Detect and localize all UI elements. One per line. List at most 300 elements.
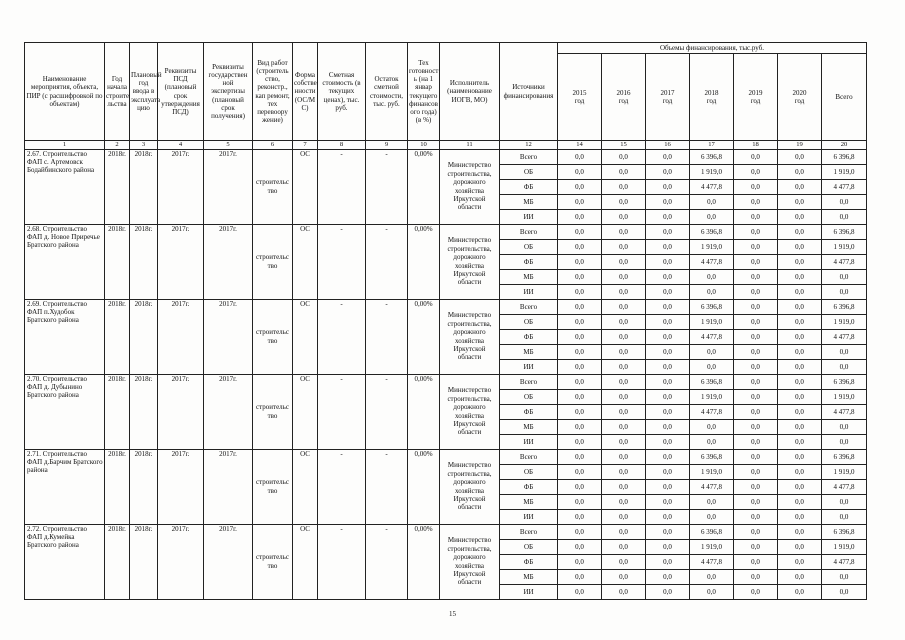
funding-value: 0,0 xyxy=(778,194,822,209)
executor: Министерство строительства, дорожного хозяйства Иркутской области xyxy=(440,299,500,374)
expertise-date: 2017г. xyxy=(204,149,253,224)
funding-total: 6 396,8 xyxy=(822,374,867,389)
header-cost: Сметная стоимость (в текущих ценах), тыс. руб. xyxy=(318,43,366,141)
funding-value: 4 477,8 xyxy=(690,254,734,269)
funding-value: 0,0 xyxy=(690,359,734,374)
funding-total: 0,0 xyxy=(822,269,867,284)
cost-remainder: - xyxy=(366,224,408,299)
column-number: 8 xyxy=(318,141,366,150)
header-year-value: 2016 xyxy=(616,88,631,97)
funding-value: 0,0 xyxy=(734,284,778,299)
funding-source: ФБ xyxy=(500,404,558,419)
funding-total: 0,0 xyxy=(822,194,867,209)
funding-total: 0,0 xyxy=(822,209,867,224)
funding-value: 0,0 xyxy=(602,284,646,299)
funding-value: 0,0 xyxy=(734,434,778,449)
plan-year: 2018г. xyxy=(130,449,158,524)
funding-value: 0,0 xyxy=(646,434,690,449)
expertise-date: 2017г. xyxy=(204,224,253,299)
funding-value: 0,0 xyxy=(558,539,602,554)
funding-value: 0,0 xyxy=(602,149,646,164)
funding-value: 0,0 xyxy=(646,374,690,389)
work-type: строительс тво xyxy=(253,224,293,299)
column-number: 10 xyxy=(408,141,440,150)
estimated-cost: - xyxy=(318,449,366,524)
cost-remainder: - xyxy=(366,524,408,599)
funding-value: 0,0 xyxy=(602,494,646,509)
funding-value: 0,0 xyxy=(558,224,602,239)
funding-value: 0,0 xyxy=(646,569,690,584)
funding-value: 0,0 xyxy=(778,539,822,554)
funding-value: 0,0 xyxy=(646,299,690,314)
funding-value: 0,0 xyxy=(778,524,822,539)
funding-value: 0,0 xyxy=(734,269,778,284)
funding-value: 0,0 xyxy=(690,509,734,524)
funding-source: ИИ xyxy=(500,359,558,374)
header-year-suffix: год xyxy=(750,97,761,105)
header-year-value: 2017 xyxy=(660,88,675,97)
funding-value: 0,0 xyxy=(558,344,602,359)
ownership: ОС xyxy=(293,149,318,224)
funding-value: 0,0 xyxy=(778,284,822,299)
work-type: строительс тво xyxy=(253,374,293,449)
funding-source: ФБ xyxy=(500,179,558,194)
funding-value: 0,0 xyxy=(778,149,822,164)
funding-source: ИИ xyxy=(500,209,558,224)
funding-value: 0,0 xyxy=(558,164,602,179)
funding-value: 0,0 xyxy=(778,164,822,179)
funding-total: 0,0 xyxy=(822,509,867,524)
column-number: 15 xyxy=(602,141,646,150)
funding-value: 0,0 xyxy=(602,254,646,269)
funding-source: ФБ xyxy=(500,479,558,494)
funding-total: 6 396,8 xyxy=(822,524,867,539)
estimated-cost: - xyxy=(318,299,366,374)
funding-value: 0,0 xyxy=(690,194,734,209)
funding-total: 0,0 xyxy=(822,584,867,599)
funding-value: 0,0 xyxy=(602,479,646,494)
header-year-value: 2020 xyxy=(792,88,807,97)
cost-remainder: - xyxy=(366,149,408,224)
funding-value: 0,0 xyxy=(778,509,822,524)
funding-source: ИИ xyxy=(500,284,558,299)
funding-value: 0,0 xyxy=(558,419,602,434)
psd-date: 2017г. xyxy=(158,299,204,374)
estimated-cost: - xyxy=(318,374,366,449)
plan-year: 2018г. xyxy=(130,224,158,299)
header-year-value: 2018 xyxy=(704,88,719,97)
project-row xyxy=(25,524,867,539)
header-start-year: Год начала строите льства xyxy=(105,43,130,141)
funding-value: 0,0 xyxy=(558,389,602,404)
funding-source: МБ xyxy=(500,269,558,284)
funding-total: 6 396,8 xyxy=(822,224,867,239)
funding-source: ОБ xyxy=(500,314,558,329)
funding-value: 0,0 xyxy=(602,404,646,419)
header-year-suffix: год xyxy=(574,97,585,105)
funding-value: 0,0 xyxy=(602,179,646,194)
funding-total: 0,0 xyxy=(822,569,867,584)
funding-value: 0,0 xyxy=(558,179,602,194)
header-year-2015 xyxy=(558,54,602,141)
funding-value: 0,0 xyxy=(734,419,778,434)
funding-value: 4 477,8 xyxy=(690,179,734,194)
funding-value: 0,0 xyxy=(602,164,646,179)
funding-value: 1 919,0 xyxy=(690,239,734,254)
funding-value: 0,0 xyxy=(646,479,690,494)
funding-value: 0,0 xyxy=(558,254,602,269)
page-number: 15 xyxy=(449,610,456,618)
funding-value: 0,0 xyxy=(734,449,778,464)
plan-year: 2018г. xyxy=(130,374,158,449)
column-number: 9 xyxy=(366,141,408,150)
header-sources: Источники финансирования xyxy=(500,43,558,141)
funding-value: 0,0 xyxy=(602,509,646,524)
header-funding-group: Объемы финансирования, тыс.руб. xyxy=(558,43,867,54)
header-ownership: Форма собстве нности (ОС/М С) xyxy=(293,43,318,141)
funding-value: 6 396,8 xyxy=(690,449,734,464)
funding-value: 0,0 xyxy=(646,584,690,599)
project-name: 2.72. Строительство ФАП д.Кумейка Братского района xyxy=(25,524,105,599)
funding-value: 0,0 xyxy=(646,389,690,404)
funding-value: 0,0 xyxy=(646,464,690,479)
funding-value: 1 919,0 xyxy=(690,539,734,554)
funding-value: 0,0 xyxy=(602,389,646,404)
funding-value: 0,0 xyxy=(734,389,778,404)
funding-value: 0,0 xyxy=(778,239,822,254)
readiness: 0,00% xyxy=(408,299,440,374)
funding-value: 0,0 xyxy=(778,389,822,404)
funding-value: 0,0 xyxy=(778,569,822,584)
funding-value: 1 919,0 xyxy=(690,164,734,179)
executor: Министерство строительства, дорожного хозяйства Иркутской области xyxy=(440,374,500,449)
funding-value: 0,0 xyxy=(558,239,602,254)
funding-value: 0,0 xyxy=(602,359,646,374)
funding-value: 0,0 xyxy=(778,359,822,374)
funding-value: 0,0 xyxy=(602,539,646,554)
header-name: Наименование мероприятия, объекта, ПИР (с расшифровкой по объектам) xyxy=(25,43,105,141)
funding-value: 0,0 xyxy=(778,494,822,509)
funding-value: 0,0 xyxy=(602,209,646,224)
funding-total: 4 477,8 xyxy=(822,554,867,569)
funding-source: МБ xyxy=(500,344,558,359)
funding-value: 0,0 xyxy=(778,374,822,389)
funding-value: 0,0 xyxy=(646,179,690,194)
funding-total: 0,0 xyxy=(822,434,867,449)
header-remainder: Остаток сметной стоимости, тыс. руб. xyxy=(366,43,408,141)
funding-value: 0,0 xyxy=(778,584,822,599)
funding-value: 0,0 xyxy=(602,239,646,254)
funding-value: 0,0 xyxy=(602,569,646,584)
header-year-value: 2015 xyxy=(572,88,587,97)
funding-value: 0,0 xyxy=(778,464,822,479)
header-year-2016 xyxy=(602,54,646,141)
funding-value: 0,0 xyxy=(734,539,778,554)
funding-value: 0,0 xyxy=(602,374,646,389)
start-year: 2018г. xyxy=(105,524,130,599)
funding-value: 0,0 xyxy=(734,209,778,224)
funding-source: ФБ xyxy=(500,329,558,344)
funding-value: 0,0 xyxy=(778,299,822,314)
expertise-date: 2017г. xyxy=(204,374,253,449)
funding-value: 4 477,8 xyxy=(690,479,734,494)
funding-value: 0,0 xyxy=(558,149,602,164)
column-number: 19 xyxy=(778,141,822,150)
expertise-date: 2017г. xyxy=(204,299,253,374)
start-year: 2018г. xyxy=(105,224,130,299)
funding-value: 0,0 xyxy=(690,209,734,224)
funding-value: 0,0 xyxy=(778,209,822,224)
column-number: 6 xyxy=(253,141,293,150)
start-year: 2018г. xyxy=(105,449,130,524)
funding-total: 0,0 xyxy=(822,494,867,509)
column-number: 3 xyxy=(130,141,158,150)
plan-year: 2018г. xyxy=(130,524,158,599)
project-name: 2.70. Строительство ФАП д. Дубынино Братского района xyxy=(25,374,105,449)
funding-value: 0,0 xyxy=(690,494,734,509)
funding-value: 0,0 xyxy=(646,269,690,284)
funding-source: МБ xyxy=(500,569,558,584)
funding-value: 0,0 xyxy=(646,344,690,359)
plan-year: 2018г. xyxy=(130,149,158,224)
funding-value: 0,0 xyxy=(646,554,690,569)
column-number: 14 xyxy=(558,141,602,150)
funding-value: 0,0 xyxy=(778,479,822,494)
funding-value: 0,0 xyxy=(734,464,778,479)
funding-value: 4 477,8 xyxy=(690,404,734,419)
funding-value: 0,0 xyxy=(558,284,602,299)
funding-total: 4 477,8 xyxy=(822,179,867,194)
funding-value: 0,0 xyxy=(778,434,822,449)
psd-date: 2017г. xyxy=(158,149,204,224)
funding-source: ИИ xyxy=(500,434,558,449)
funding-source: ФБ xyxy=(500,254,558,269)
psd-date: 2017г. xyxy=(158,374,204,449)
funding-value: 4 477,8 xyxy=(690,554,734,569)
plan-year: 2018г. xyxy=(130,299,158,374)
header-column-numbers xyxy=(25,141,867,150)
funding-value: 0,0 xyxy=(734,194,778,209)
funding-value: 0,0 xyxy=(602,314,646,329)
estimated-cost: - xyxy=(318,149,366,224)
header-total: Всего xyxy=(822,54,867,141)
funding-total: 4 477,8 xyxy=(822,404,867,419)
funding-value: 0,0 xyxy=(646,284,690,299)
header-plan-year: Плановый год ввода в эксплуата цию xyxy=(130,43,158,141)
funding-source: Всего xyxy=(500,524,558,539)
funding-value: 0,0 xyxy=(734,404,778,419)
funding-total: 6 396,8 xyxy=(822,299,867,314)
funding-value: 0,0 xyxy=(558,314,602,329)
funding-value: 0,0 xyxy=(734,344,778,359)
funding-value: 0,0 xyxy=(602,269,646,284)
project-name: 2.67. Строительство ФАП с. Артемовск Бодайбинского района xyxy=(25,149,105,224)
funding-value: 0,0 xyxy=(646,359,690,374)
funding-value: 0,0 xyxy=(646,524,690,539)
funding-source: ФБ xyxy=(500,554,558,569)
funding-value: 0,0 xyxy=(558,449,602,464)
funding-value: 0,0 xyxy=(646,419,690,434)
column-number: 12 xyxy=(500,141,558,150)
estimated-cost: - xyxy=(318,524,366,599)
funding-value: 0,0 xyxy=(646,539,690,554)
funding-value: 0,0 xyxy=(734,554,778,569)
funding-value: 0,0 xyxy=(734,569,778,584)
readiness: 0,00% xyxy=(408,149,440,224)
work-type: строительс тво xyxy=(253,299,293,374)
funding-total: 4 477,8 xyxy=(822,254,867,269)
work-type: строительс тво xyxy=(253,524,293,599)
table-body xyxy=(25,149,867,599)
funding-value: 0,0 xyxy=(558,209,602,224)
funding-value: 0,0 xyxy=(734,494,778,509)
funding-value: 0,0 xyxy=(734,224,778,239)
funding-value: 0,0 xyxy=(558,479,602,494)
funding-value: 0,0 xyxy=(602,554,646,569)
funding-value: 0,0 xyxy=(558,464,602,479)
header-year-2017 xyxy=(646,54,690,141)
ownership: ОС xyxy=(293,299,318,374)
funding-value: 0,0 xyxy=(558,524,602,539)
work-type: строительс тво xyxy=(253,449,293,524)
start-year: 2018г. xyxy=(105,299,130,374)
funding-value: 0,0 xyxy=(734,314,778,329)
funding-source: ОБ xyxy=(500,239,558,254)
funding-value: 0,0 xyxy=(602,449,646,464)
header-row-top xyxy=(25,43,867,54)
project-row xyxy=(25,449,867,464)
header-year-2020 xyxy=(778,54,822,141)
header-year-2018 xyxy=(690,54,734,141)
funding-source: ИИ xyxy=(500,509,558,524)
header-expertise: Реквизиты государствен ной экспертизы (плановый срок получения) xyxy=(204,43,253,141)
funding-value: 0,0 xyxy=(646,194,690,209)
funding-total: 0,0 xyxy=(822,344,867,359)
funding-source: Всего xyxy=(500,224,558,239)
readiness: 0,00% xyxy=(408,224,440,299)
header-executor: Исполнитель (наименование ИОГВ, МО) xyxy=(440,43,500,141)
funding-total: 4 477,8 xyxy=(822,479,867,494)
funding-value: 0,0 xyxy=(646,314,690,329)
funding-value: 0,0 xyxy=(558,299,602,314)
funding-total: 0,0 xyxy=(822,284,867,299)
funding-value: 0,0 xyxy=(602,584,646,599)
column-number: 1 xyxy=(25,141,105,150)
funding-value: 0,0 xyxy=(778,344,822,359)
funding-value: 0,0 xyxy=(558,509,602,524)
funding-value: 0,0 xyxy=(558,404,602,419)
header-year-suffix: год xyxy=(706,97,717,105)
funding-total: 1 919,0 xyxy=(822,239,867,254)
funding-value: 0,0 xyxy=(778,449,822,464)
funding-value: 0,0 xyxy=(602,419,646,434)
cost-remainder: - xyxy=(366,449,408,524)
column-number: 5 xyxy=(204,141,253,150)
funding-value: 6 396,8 xyxy=(690,224,734,239)
funding-source: ОБ xyxy=(500,389,558,404)
funding-value: 0,0 xyxy=(734,299,778,314)
project-name: 2.68. Строительство ФАП д. Новое Приречье Братского района xyxy=(25,224,105,299)
executor: Министерство строительства, дорожного хозяйства Иркутской области xyxy=(440,224,500,299)
funding-value: 0,0 xyxy=(646,329,690,344)
funding-value: 0,0 xyxy=(734,374,778,389)
funding-value: 0,0 xyxy=(646,239,690,254)
funding-total: 0,0 xyxy=(822,419,867,434)
funding-value: 0,0 xyxy=(734,509,778,524)
project-name: 2.71. Строительство ФАП д.Барчим Братского района xyxy=(25,449,105,524)
project-row xyxy=(25,299,867,314)
funding-value: 0,0 xyxy=(558,434,602,449)
funding-value: 0,0 xyxy=(558,269,602,284)
funding-value: 1 919,0 xyxy=(690,464,734,479)
funding-value: 0,0 xyxy=(734,359,778,374)
funding-total: 6 396,8 xyxy=(822,149,867,164)
start-year: 2018г. xyxy=(105,374,130,449)
funding-value: 0,0 xyxy=(734,239,778,254)
financing-table xyxy=(24,42,867,600)
column-number: 18 xyxy=(734,141,778,150)
funding-value: 0,0 xyxy=(778,179,822,194)
psd-date: 2017г. xyxy=(158,524,204,599)
funding-source: Всего xyxy=(500,299,558,314)
psd-date: 2017г. xyxy=(158,224,204,299)
ownership: ОС xyxy=(293,374,318,449)
funding-value: 0,0 xyxy=(646,164,690,179)
column-number: 2 xyxy=(105,141,130,150)
funding-value: 0,0 xyxy=(558,374,602,389)
cost-remainder: - xyxy=(366,299,408,374)
funding-value: 0,0 xyxy=(690,584,734,599)
funding-total: 1 919,0 xyxy=(822,314,867,329)
funding-value: 6 396,8 xyxy=(690,524,734,539)
header-year-suffix: год xyxy=(618,97,629,105)
funding-value: 0,0 xyxy=(734,329,778,344)
funding-value: 0,0 xyxy=(778,269,822,284)
financing-table-wrap xyxy=(24,42,855,600)
funding-value: 0,0 xyxy=(734,149,778,164)
header-year-suffix: год xyxy=(662,97,673,105)
column-number: 7 xyxy=(293,141,318,150)
funding-value: 0,0 xyxy=(646,449,690,464)
funding-value: 0,0 xyxy=(646,494,690,509)
funding-source: ОБ xyxy=(500,539,558,554)
funding-total: 1 919,0 xyxy=(822,164,867,179)
funding-source: Всего xyxy=(500,149,558,164)
funding-value: 6 396,8 xyxy=(690,149,734,164)
funding-value: 0,0 xyxy=(778,224,822,239)
funding-value: 0,0 xyxy=(734,524,778,539)
column-number: 11 xyxy=(440,141,500,150)
funding-value: 0,0 xyxy=(646,404,690,419)
funding-total: 6 396,8 xyxy=(822,449,867,464)
funding-value: 0,0 xyxy=(778,419,822,434)
funding-value: 1 919,0 xyxy=(690,389,734,404)
executor: Министерство строительства, дорожного хозяйства Иркутской области xyxy=(440,524,500,599)
funding-source: МБ xyxy=(500,494,558,509)
funding-value: 0,0 xyxy=(778,254,822,269)
funding-value: 0,0 xyxy=(646,224,690,239)
funding-source: ОБ xyxy=(500,464,558,479)
funding-source: ИИ xyxy=(500,584,558,599)
funding-value: 0,0 xyxy=(690,419,734,434)
expertise-date: 2017г. xyxy=(204,524,253,599)
column-number: 20 xyxy=(822,141,867,150)
project-row xyxy=(25,374,867,389)
funding-value: 0,0 xyxy=(602,464,646,479)
funding-value: 0,0 xyxy=(690,344,734,359)
header-work-type: Вид работ (строитель ство, реконстр., кап ремонт, тех перевоору жение) xyxy=(253,43,293,141)
funding-value: 0,0 xyxy=(778,554,822,569)
